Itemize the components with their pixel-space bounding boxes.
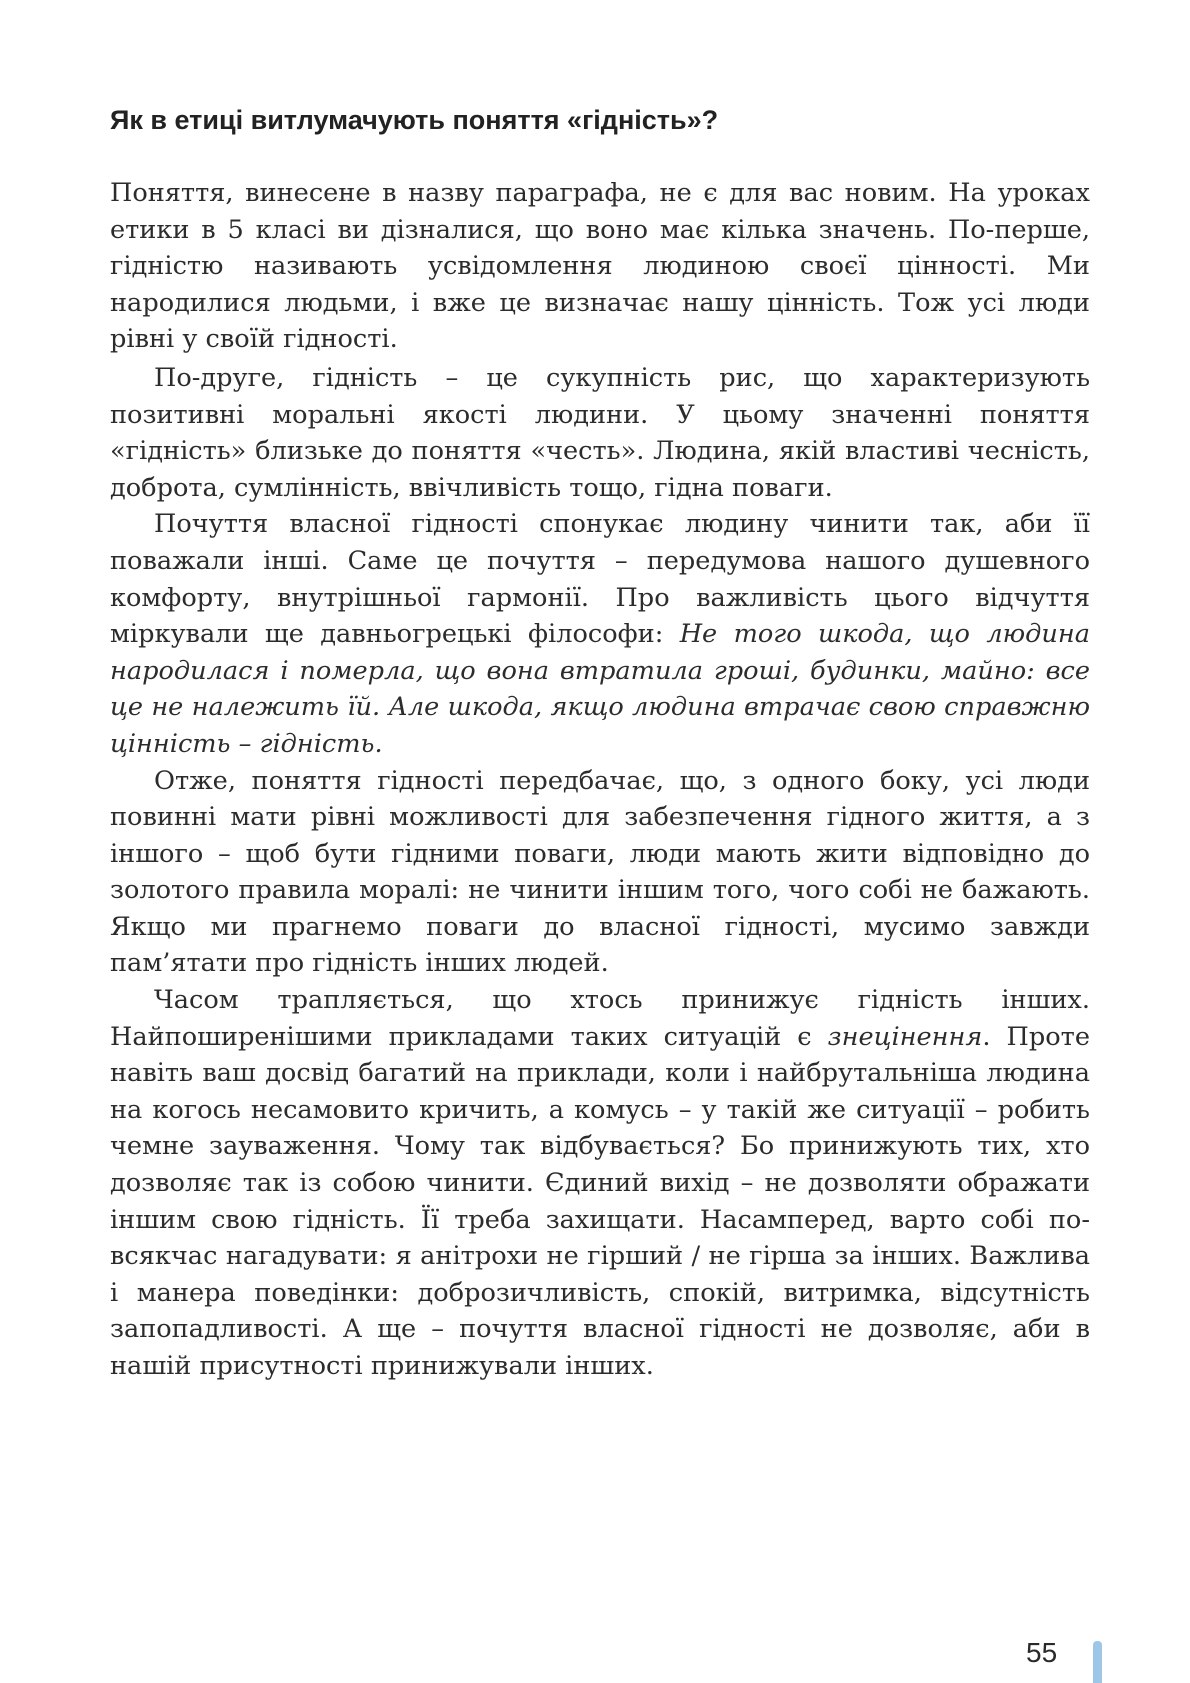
paragraph-5-text-before: Часом трапляється, що хтось принижує гідність інших. Найпоширенішими прикладами таких ситуацій є <box>110 985 1090 1052</box>
page-number: 55 <box>1026 1637 1058 1668</box>
paragraph-1: Поняття, винесене в назву параграфа, не є для вас новим. На уроках етики в 5 класі ви дізналися, що воно має кілька значень. По-перше, гідністю називають усвідомлення людиною своєї цінності. Ми народилися людьми, і вже це визначає нашу цінність. Тож усі люди рівні у своїй гідності. <box>110 178 1090 355</box>
paragraph-5 <box>110 982 1090 1385</box>
body-text <box>110 175 1090 1385</box>
philosophers-quote: Не того шкода, що людина народилася і померла, що вона втратила гроші, будинки, майно: все це не належить їй. Але шкода, якщо людина втрачає свою справжню цінність – гідність. <box>110 619 1091 759</box>
italic-term: знецінення <box>827 1021 983 1052</box>
paragraph-3-text: Почуття власної гідності спонукає людину чинити так, аби її поважали інші. Саме це почуття – передумова нашого душевного комфорту, внутрішньої гармонії. Про важливість цього відчуття міркували ще давньогрецькі філософи: <box>110 509 1090 650</box>
paragraph-3 <box>110 506 1090 762</box>
section-heading: Як в етиці витлумачують поняття «гідність»? <box>110 105 719 135</box>
paragraph-2: По-друге, гідність – це сукупність рис, що характеризують позитивні моральні якості людини. У цьому значенні поняття «гідність» близьке до поняття «честь». Людина, якій властиві чесність, доброта, сумлінність, ввічливість тощо, гідна поваги. <box>110 362 1090 503</box>
paragraph-4: Отже, поняття гідності передбачає, що, з одного боку, усі люди повинні мати рівні можливості для забезпечення гідного життя, а з іншого – щоб бути гідними поваги, люди мають жити відповідно до золотого правила моралі: не чинити іншим того, чого собі не бажають. Якщо ми прагнемо поваги до власної гідності, мусимо завжди пам’ятати про гідність інших людей. <box>110 765 1090 979</box>
page-edge-marker <box>1093 1641 1102 1683</box>
paragraph-5-text-after: . Проте навіть ваш досвід багатий на приклади, коли і найбрутальніша людина на когось несамовито кричить, а комусь – у такій же ситуації – робить чемне зауваження. Чому так відбувається? Бо принижують тих, хто дозволяє так із собою чинити. Єдиний вихід – не дозволяти ображати іншим свою гідність. Її треба захищати. Насамперед, варто собі повсякчас нагадувати: я анітрохи не гірший / не гірша за інших. Важлива і манера поведінки: доброзичливість, спокій, витримка, відсутність запопадливості. А ще – почуття власної гідності не дозволяє, аби в нашій присутності принижували інших. <box>110 1021 1090 1381</box>
textbook-page <box>110 0 1090 1683</box>
